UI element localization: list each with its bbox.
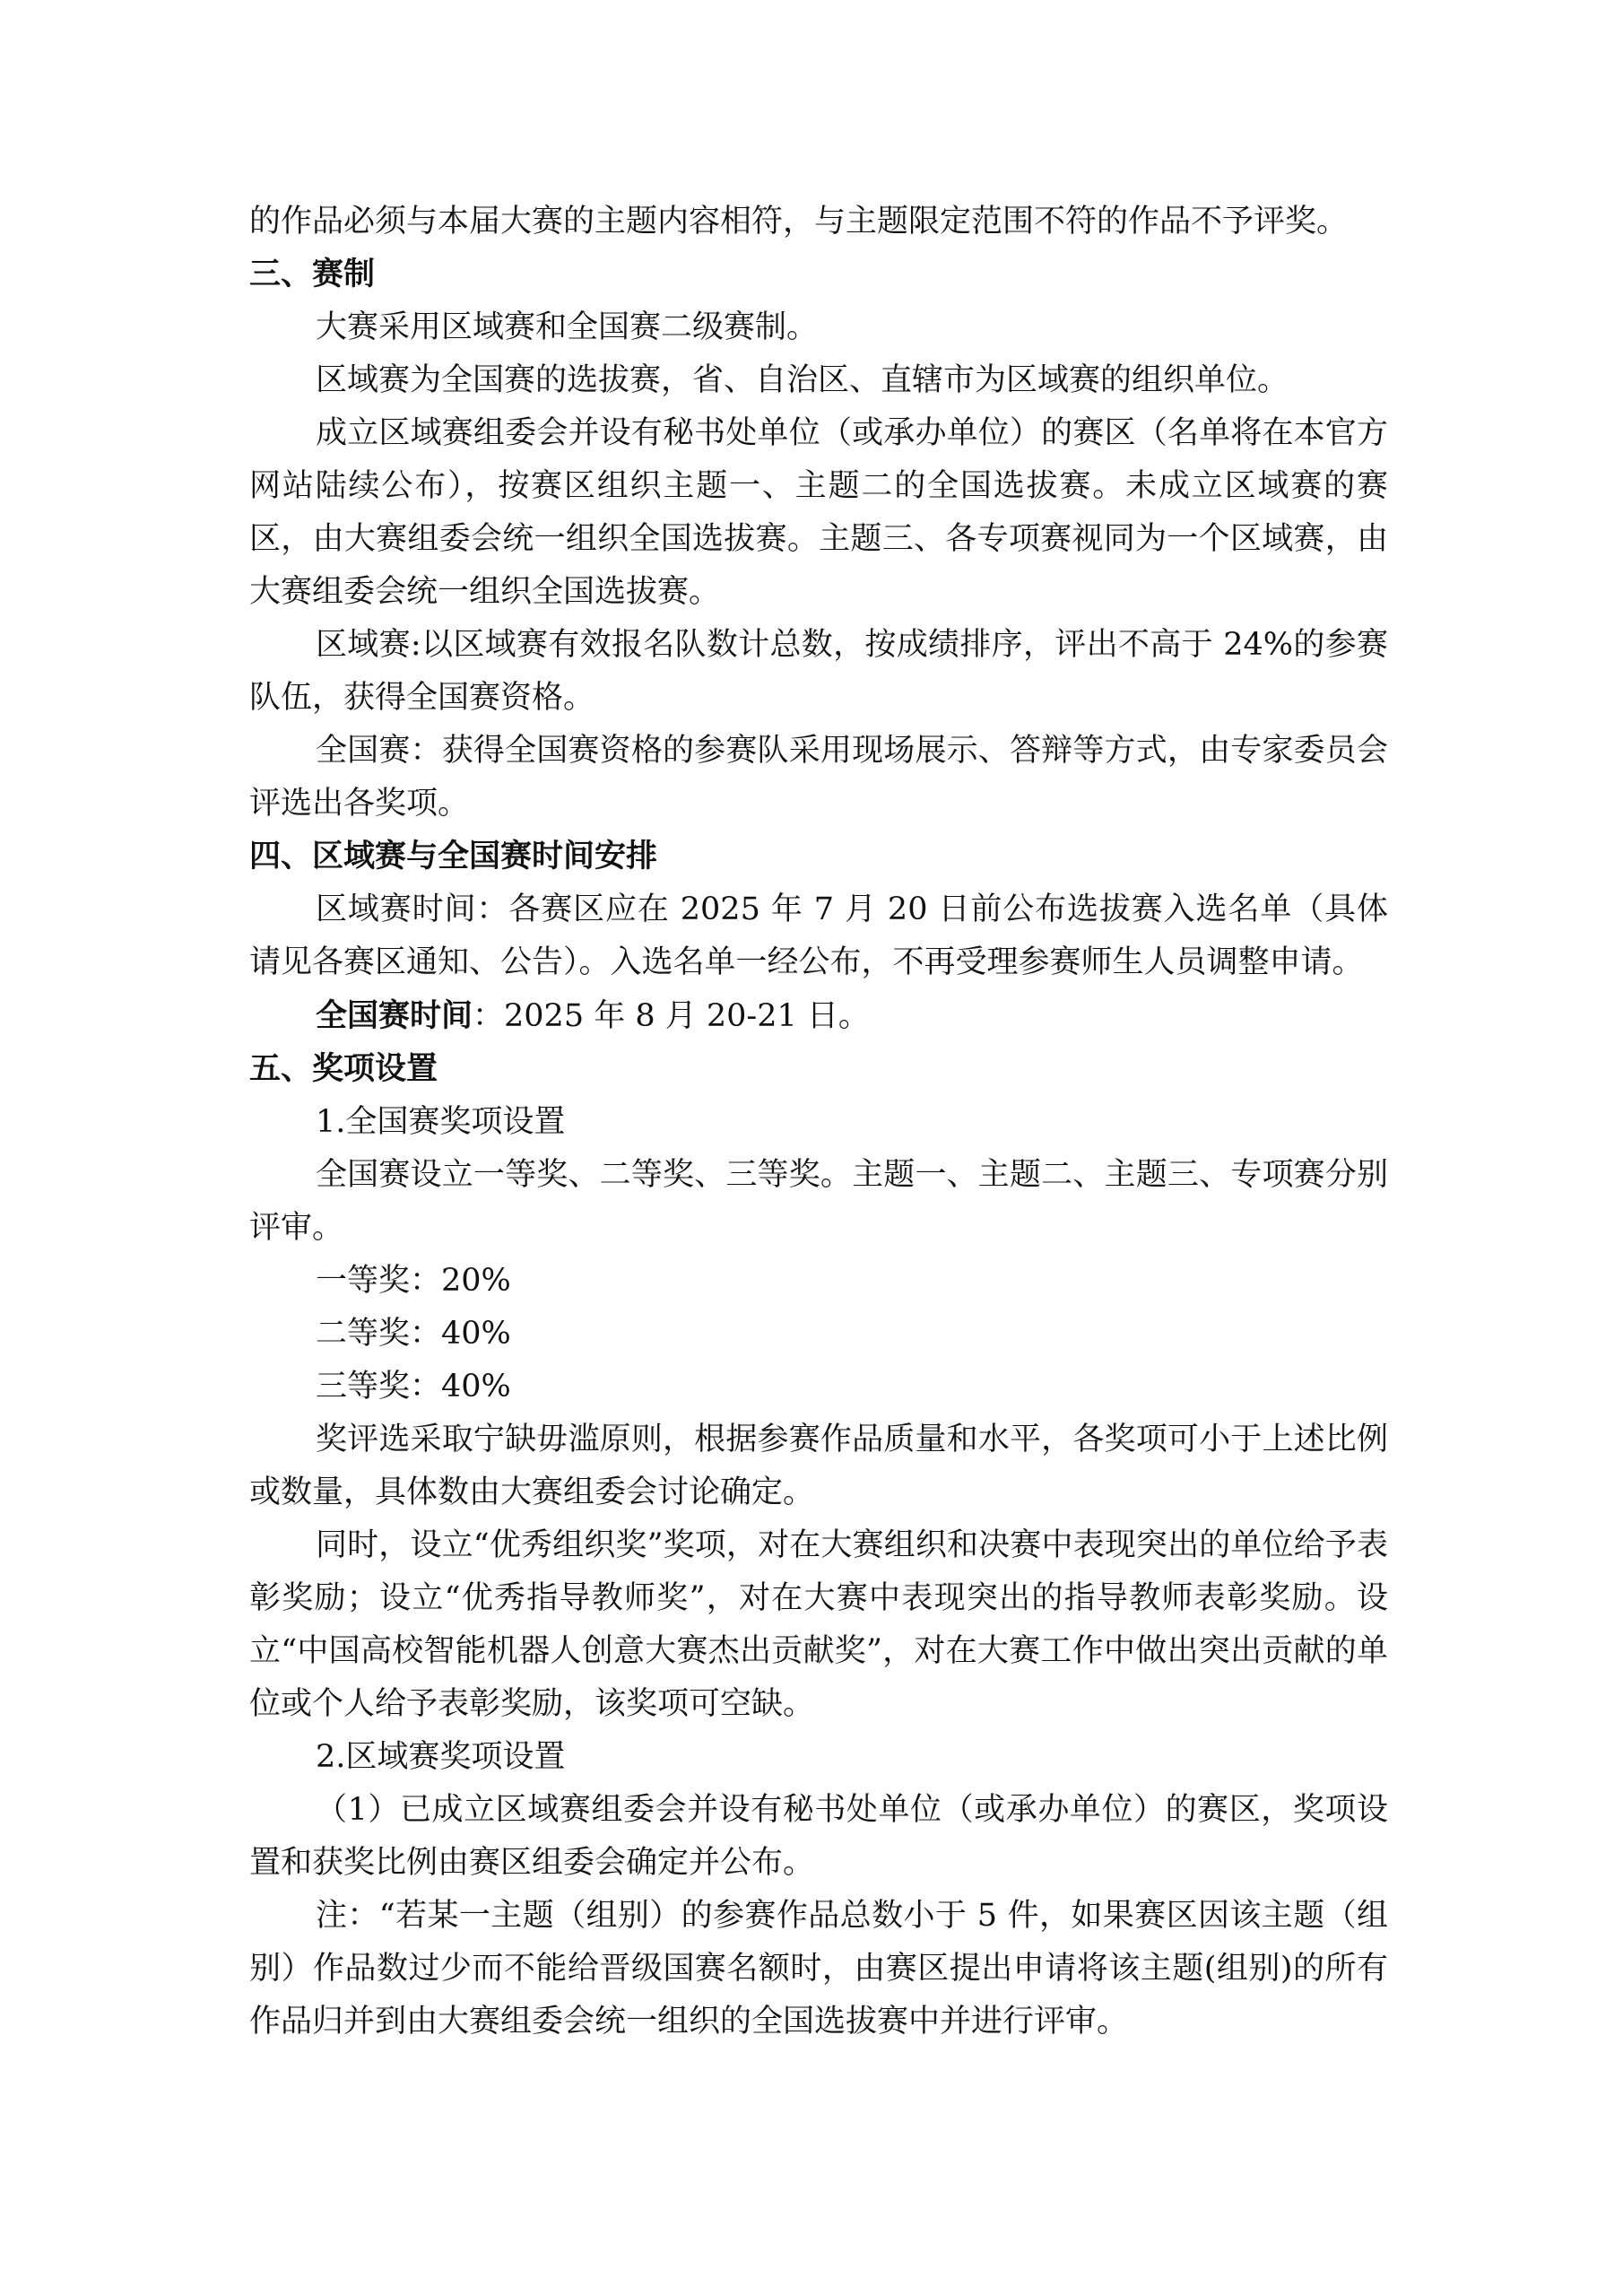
paragraph: 大赛采用区域赛和全国赛二级赛制。 bbox=[316, 309, 819, 345]
national-schedule-text: ：2025 年 8 月 20-21 日。 bbox=[473, 998, 870, 1034]
paragraph: （1）已成立区域赛组委会并设有秘书处单位（或承办单位）的赛区，奖项设置和获奖比例由赛区组委会确定并公布。 bbox=[249, 1792, 1388, 1881]
paragraph: 同时，设立“优秀组织奖”奖项，对在大赛组织和决赛中表现突出的单位给予表彰奖励；设立“优秀指导教师奖”，对在大赛中表现突出的指导教师表彰奖励。设立“中国高校智能机器人创意大赛杰出贡献奖”，对在大赛工作中做出突出贡献的单位或个人给予表彰奖励，该奖项可空缺。 bbox=[249, 1527, 1388, 1722]
section-heading-competition-system: 三、赛制 bbox=[249, 257, 376, 292]
paragraph: 区域赛为全国赛的选拔赛，省、自治区、直辖市为区域赛的组织单位。 bbox=[316, 362, 1289, 398]
paragraph: 全国赛：获得全国赛资格的参赛队采用现场展示、答辩等方式，由专家委员会评选出各奖项。 bbox=[249, 733, 1388, 822]
paragraph: 全国赛设立一等奖、二等奖、三等奖。主题一、主题二、主题三、专项赛分别评审。 bbox=[249, 1157, 1388, 1246]
prize-third: 三等奖：40% bbox=[316, 1369, 511, 1405]
section-heading-awards: 五、奖项设置 bbox=[249, 1051, 438, 1087]
national-schedule-paragraph bbox=[249, 989, 1388, 1043]
paragraph: 区域赛:以区域赛有效报名队数计总数，按成绩排序，评出不高于 24%的参赛队伍，获得全国赛资格。 bbox=[249, 627, 1388, 716]
prize-first: 一等奖：20% bbox=[316, 1263, 511, 1299]
subheading-national-awards: 1.全国赛奖项设置 bbox=[316, 1104, 566, 1140]
note-paragraph: 注：“若某一主题（组别）的参赛作品总数小于 5 件，如果赛区因该主题（组别）作品数过少而不能给晋级国赛名额时，由赛区提出申请将该主题(组别)的所有作品归并到由大赛组委会统一组织的全国选拔赛中并进行评审。 bbox=[249, 1898, 1388, 2039]
intro-paragraph: 的作品必须与本届大赛的主题内容相符，与主题限定范围不符的作品不予评奖。 bbox=[249, 204, 1349, 239]
paragraph: 奖评选采取宁缺毋滥原则，根据参赛作品质量和水平，各奖项可小于上述比例或数量，具体数由大赛组委会讨论确定。 bbox=[249, 1422, 1388, 1510]
paragraph: 区域赛时间：各赛区应在 2025 年 7 月 20 日前公布选拔赛入选名单（具体请见各赛区通知、公告）。入选名单一经公布，不再受理参赛师生人员调整申请。 bbox=[249, 891, 1388, 980]
paragraph: 成立区域赛组委会并设有秘书处单位（或承办单位）的赛区（名单将在本官方网站陆续公布），按赛区组织主题一、主题二的全国选拔赛。未成立区域赛的赛区，由大赛组委会统一组织全国选拔赛。主题三、各专项赛视同为一个区域赛，由大赛组委会统一组织全国选拔赛。 bbox=[249, 415, 1388, 610]
prize-second: 二等奖：40% bbox=[316, 1316, 511, 1352]
national-schedule-label: 全国赛时间 bbox=[316, 997, 473, 1034]
subheading-regional-awards: 2.区域赛奖项设置 bbox=[316, 1739, 566, 1775]
section-heading-schedule: 四、区域赛与全国赛时间安排 bbox=[249, 839, 658, 874]
document-body bbox=[249, 196, 1388, 2048]
